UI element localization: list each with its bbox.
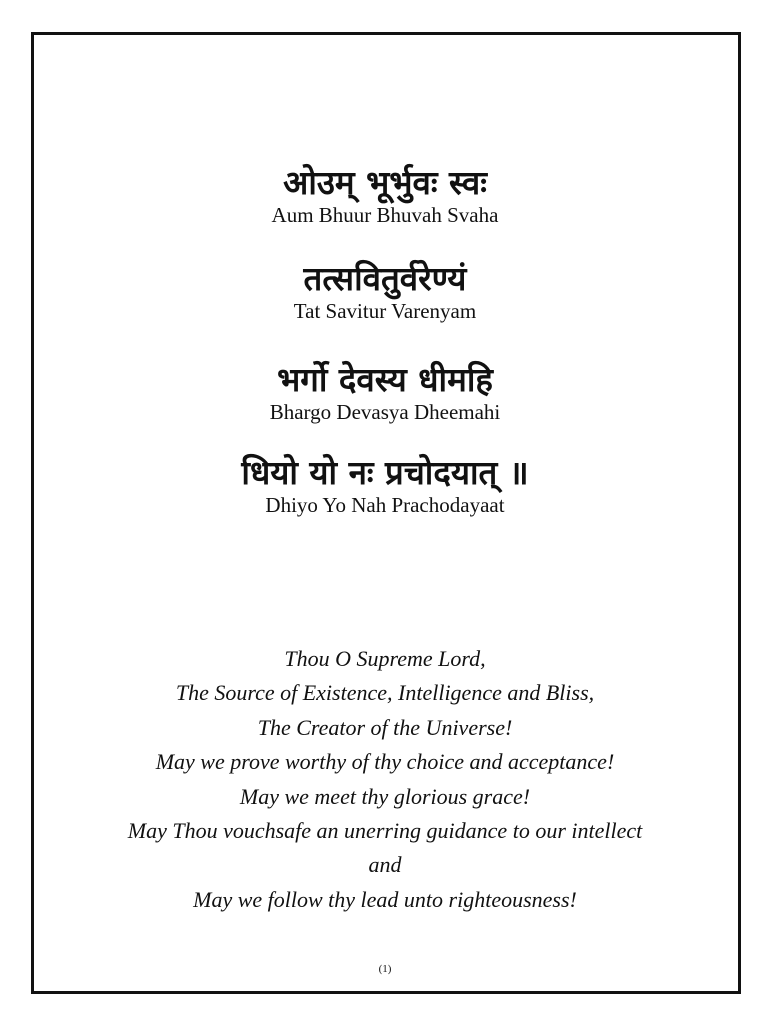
transliteration-text: Aum Bhuur Bhuvah Svaha: [271, 203, 499, 227]
mantra-line-3: [0, 360, 770, 424]
devanagari-text: भर्गो देवस्य धीमहि: [277, 360, 493, 399]
prayer-line: and: [368, 852, 402, 878]
prayer-line: The Creator of the Universe!: [257, 714, 513, 740]
prayer-line: May Thou vouchsafe an unerring guidance to our intellect: [127, 818, 643, 844]
devanagari-text: ओउम् भूर्भुवः स्वः: [283, 163, 487, 202]
mantra-line-4: [0, 453, 770, 517]
mantra-line-1: [0, 163, 770, 227]
devanagari-text: तत्सवितुर्वरेण्यं: [303, 259, 467, 298]
transliteration-text: Dhiyo Yo Nah Prachodayaat: [265, 493, 505, 517]
transliteration-text: Bhargo Devasya Dheemahi: [269, 400, 501, 424]
prayer-line: Thou O Supreme Lord,: [284, 646, 486, 671]
transliteration-text: Tat Savitur Varenyam: [293, 299, 477, 323]
prayer-line: May we prove worthy of thy choice and acceptance!: [155, 749, 615, 775]
prayer-line: The Source of Existence, Intelligence and Bliss,: [175, 680, 595, 706]
prayer-line: May we follow thy lead unto righteousness!: [193, 886, 577, 912]
prayer-text: [0, 642, 770, 917]
page-number: (1): [378, 963, 392, 975]
prayer-line: May we meet thy glorious grace!: [239, 783, 531, 809]
devanagari-text: धियो यो नः प्रचोदयात् ॥: [241, 453, 529, 492]
mantra-line-2: [0, 259, 770, 323]
